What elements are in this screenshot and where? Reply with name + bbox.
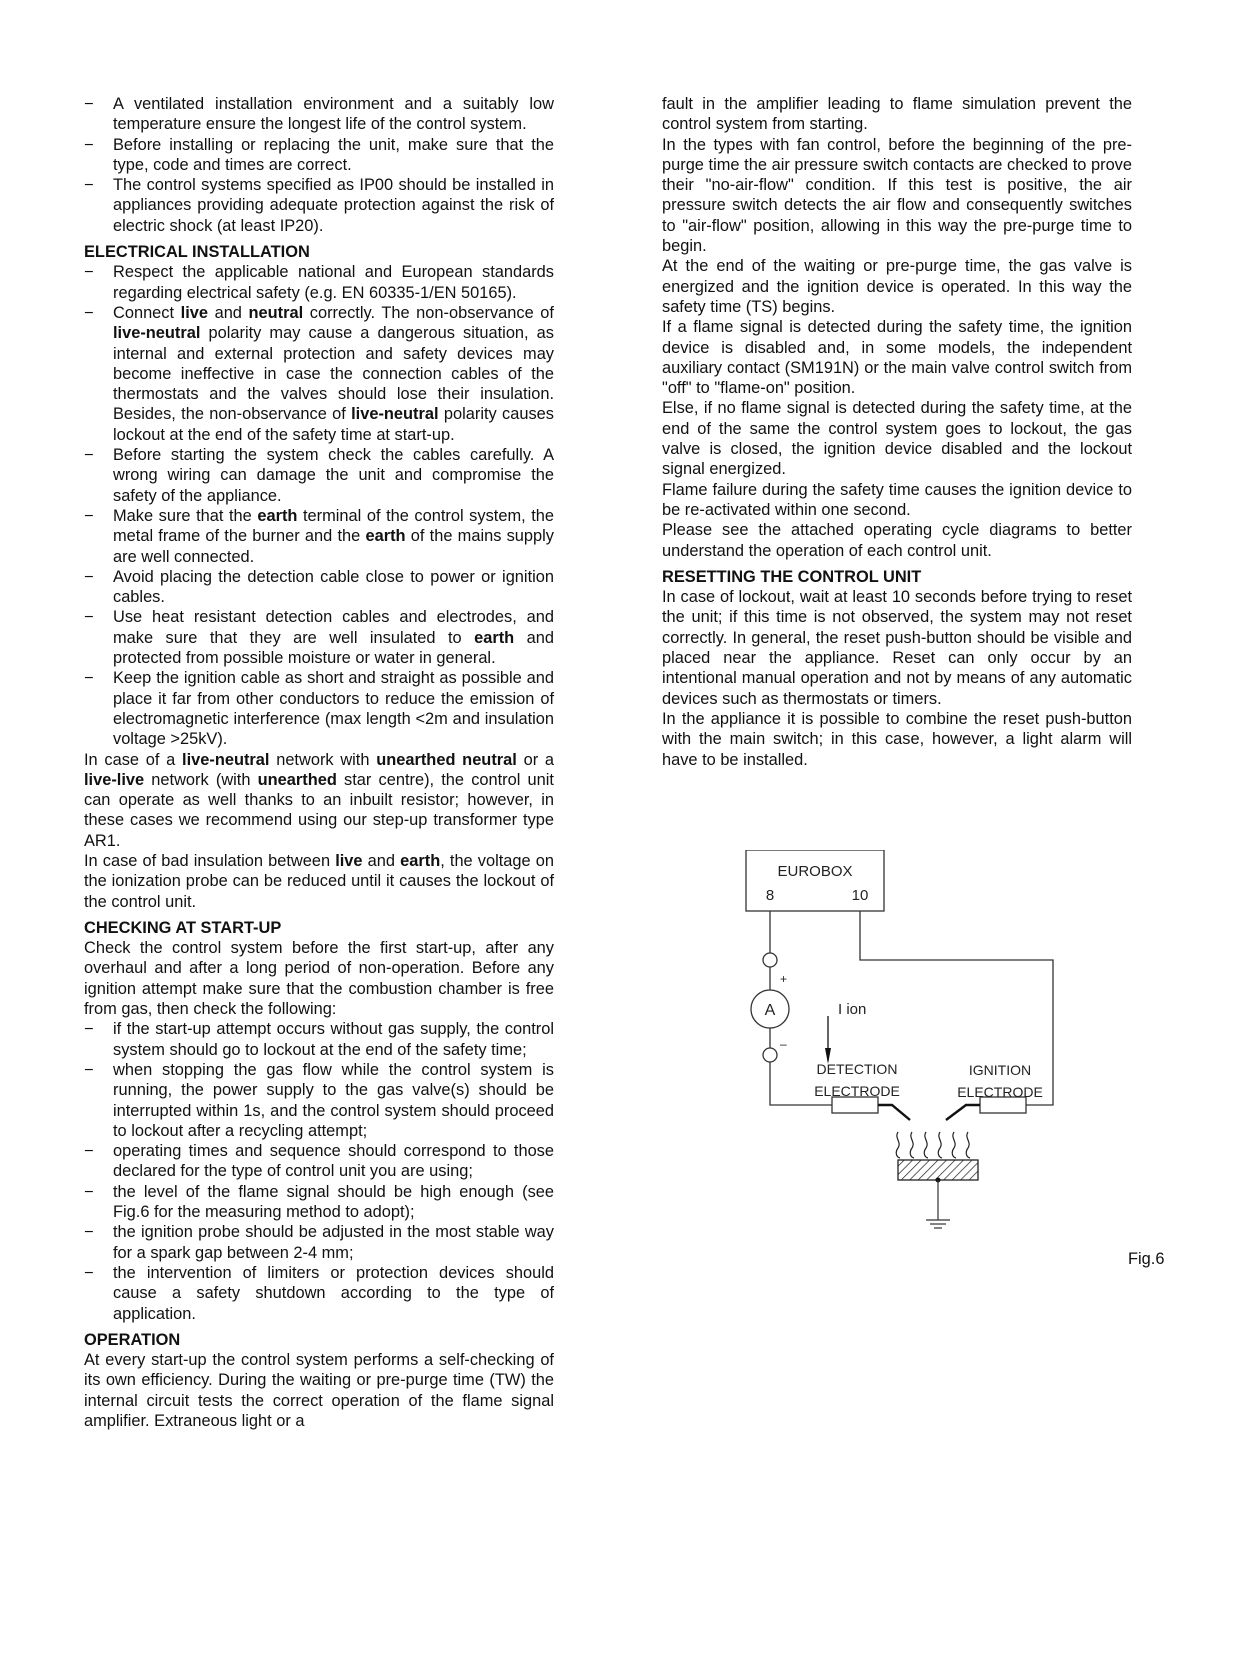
terminal-circle	[763, 953, 777, 967]
list-item: − Avoid placing the detection cable close to power or ignition cables.	[84, 567, 554, 607]
bullet-dash: −	[84, 176, 94, 195]
ammeter-label: A	[764, 1002, 776, 1019]
plus-label: +	[780, 972, 788, 986]
burner-block	[898, 1160, 978, 1180]
figure-caption: Fig.6	[1128, 1250, 1165, 1268]
list-item: − Connect live and neutral correctly. The non-observance of live-neutral polarity may cause a dangerous situation, as internal and external protection and safety devices may become ineffective in case the connection cables of the thermostats and the valves should lose their insulation. Besides, the non-observance of live-neutral polarity causes lockout at the end of the safety time at start-up.	[84, 303, 554, 444]
bullet-dash: −	[84, 263, 94, 282]
paragraph: fault in the amplifier leading to flame simulation prevent the control system from starting.	[662, 95, 1132, 134]
minus-label: –	[780, 1037, 787, 1051]
bullet-dash: −	[84, 669, 94, 688]
ignition-electrode-label: ELECTRODE	[957, 1084, 1043, 1100]
paragraph: Check the control system before the first start-up, after any overhaul and after a long period of non-operation. Before any ignition attempt make sure that the combustion chamber is free from gas, then check the following:	[84, 939, 554, 1019]
list-item: − the ignition probe should be adjusted in the most stable way for a spark gap between 2-4 mm;	[84, 1223, 554, 1262]
bullet-dash: −	[84, 303, 94, 322]
list-item: − Keep the ignition cable as short and straight as possible and place it far from other conductors to reduce the emission of electromagnetic interference (max length <2m and insulation voltage >25kV).	[84, 669, 554, 749]
flame-icon	[896, 1132, 970, 1158]
bullet-dash: −	[84, 1060, 94, 1079]
list-item: − The control systems specified as IP00 should be installed in appliances providing adequate protection against the risk of electric shock (at least IP20).	[84, 176, 554, 235]
list-item: − the intervention of limiters or protection devices should cause a safety shutdown according to the type of application.	[84, 1263, 554, 1323]
paragraph: At every start-up the control system performs a self-checking of its own efficiency. During the waiting or pre-purge time (TW) the internal circuit tests the correct operation of the flame signal amplifier. Extraneous light or a	[84, 1351, 554, 1430]
bullet-dash: −	[84, 1223, 94, 1242]
bullet-dash: −	[84, 608, 94, 627]
terminal-10-label: 10	[851, 887, 869, 904]
section-heading-operation: OPERATION	[84, 1330, 181, 1349]
bullet-dash: −	[84, 506, 94, 525]
list-item: − A ventilated installation environment and a suitably low temperature ensure the longest life of the control system.	[84, 95, 554, 134]
detection-electrode-label: DETECTION	[816, 1061, 898, 1077]
paragraph: In case of bad insulation between live and earth, the voltage on the ionization probe can be reduced until it causes the lockout of the control unit.	[84, 851, 554, 911]
bullet-dash: −	[84, 1263, 94, 1282]
ignition-electrode-label: IGNITION	[968, 1062, 1032, 1078]
bullet-dash: −	[84, 567, 94, 586]
terminal-8-label: 8	[765, 887, 775, 904]
list-item: − when stopping the gas flow while the control system is running, the power supply to the gas valve(s) should be interrupted within 1s, and the control system should proceed to lockout after a recycling attempt;	[84, 1060, 554, 1140]
list-item: − Make sure that the earth terminal of the control system, the metal frame of the burner and the earth of the mains supply are well connected.	[84, 506, 554, 566]
bullet-dash: −	[84, 1142, 94, 1161]
section-heading-checking-at-start-up: CHECKING AT START-UP	[84, 918, 282, 937]
paragraph: In the appliance it is possible to combine the reset push-button with the main switch; in this case, however, a light alarm will have to be installed.	[662, 709, 1132, 769]
bullet-dash: −	[84, 135, 94, 154]
right-column	[662, 94, 1132, 770]
list-item: − Before starting the system check the cables carefully. A wrong wiring can damage the unit and compromise the safety of the appliance.	[84, 446, 554, 505]
bullet-dash: −	[84, 95, 94, 113]
paragraph: Else, if no flame signal is detected during the safety time, at the end of the same the control system goes to lockout, the gas valve is closed, the ignition device disabled and the lockout signal energized.	[662, 399, 1132, 479]
paragraph: Please see the attached operating cycle diagrams to better understand the operation of each control unit.	[662, 521, 1132, 560]
paragraph: At the end of the waiting or pre-purge time, the gas valve is energized and the ignition device is operated. In this way the safety time (TS) begins.	[662, 257, 1132, 316]
ignition-electrode-tip	[946, 1105, 980, 1120]
left-column	[84, 94, 554, 1431]
list-item: − the level of the flame signal should be high enough (see Fig.6 for the measuring method to adopt);	[84, 1182, 554, 1222]
paragraph: In case of lockout, wait at least 10 seconds before trying to reset the unit; if this time is not observed, the system may not reset correctly. In general, the reset push-button should be visible and placed near the appliance. Reset can only occur by an intentional manual operation and not by means of any automatic devices such as thermostats or timers.	[662, 588, 1132, 708]
paragraph: If a flame signal is detected during the safety time, the ignition device is disabled and, in some models, the independent auxiliary contact (SM191N) or the main valve control switch from "off" to "flame-on" position.	[662, 318, 1132, 398]
ground-icon	[926, 1180, 950, 1228]
paragraph: In case of a live-neutral network with unearthed neutral or a live-live network (with unearthed star centre), the control unit can operate as well thanks to an inbuilt resistor; however, in these cases we recommend using our step-up transformer type AR1.	[84, 750, 555, 850]
eurobox-label: EUROBOX	[777, 863, 853, 880]
list-item: − Respect the applicable national and European standards regarding electrical safety (e.g. EN 60335-1/EN 50165).	[84, 263, 554, 302]
ion-current-label: I ion	[838, 1001, 867, 1018]
bullet-dash: −	[84, 1182, 94, 1201]
list-item: − operating times and sequence should correspond to those declared for the type of control unit you are using;	[84, 1142, 554, 1181]
bullet-dash: −	[84, 1020, 94, 1039]
terminal-circle	[763, 1048, 777, 1062]
list-item: − Use heat resistant detection cables and electrodes, and make sure that they are well insulated to earth and protected from possible moisture or water in general.	[84, 608, 555, 668]
circuit-diagram	[730, 850, 1150, 1270]
detection-electrode-body	[832, 1097, 878, 1113]
section-heading-resetting: RESETTING THE CONTROL UNIT	[662, 567, 922, 586]
list-item: − if the start-up attempt occurs without gas supply, the control system should go to lockout at the end of the safety time;	[84, 1020, 554, 1059]
bullet-dash: −	[84, 446, 94, 465]
section-heading-electrical-installation: ELECTRICAL INSTALLATION	[84, 243, 310, 262]
detection-electrode-label: ELECTRODE	[814, 1083, 900, 1099]
detection-electrode-tip	[878, 1105, 910, 1120]
paragraph: In the types with fan control, before the beginning of the pre-purge time the air pressure switch contacts are checked to prove their "no-air-flow" condition. If this test is positive, the air pressure switch detects the air flow and consequently switches to "air-flow" position, allowing in this way the pre-purge time to begin.	[662, 135, 1132, 256]
list-item: − Before installing or replacing the unit, make sure that the type, code and times are correct.	[84, 135, 554, 174]
ionization-measurement-diagram	[730, 850, 1150, 1270]
paragraph: Flame failure during the safety time causes the ignition device to be re-activated within one second.	[662, 480, 1132, 519]
